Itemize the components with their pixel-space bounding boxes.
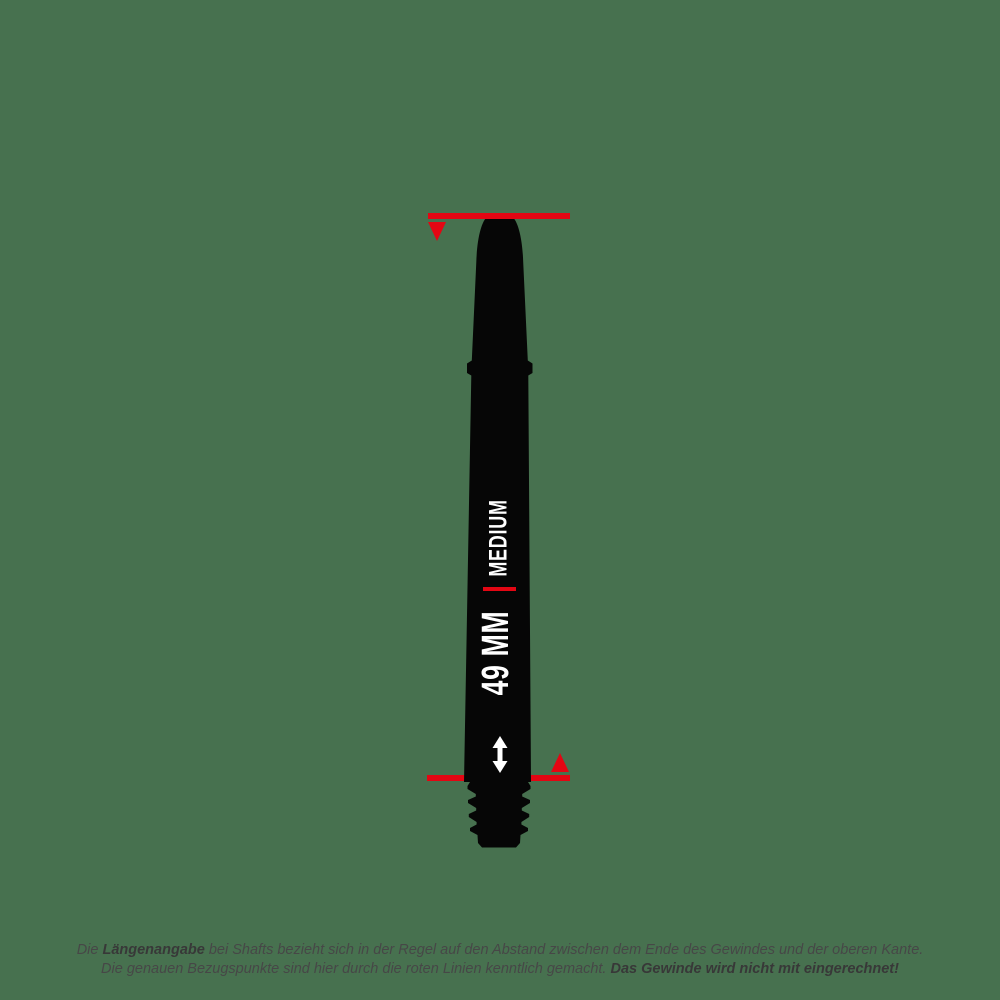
shaft-size-label: MEDIUM [484,499,513,577]
up-triangle-icon [551,753,569,772]
top-measure-line [428,213,570,219]
down-triangle-icon [428,222,446,241]
shaft-thread [468,782,531,848]
caption-line-2: Die genauen Bezugspunkte sind hier durch die roten Linien kenntlich gemacht. Das Gewinde wird nicht mit eingerechnet! [101,961,899,977]
caption-line-1: Die Längenangabe bei Shafts bezieht sich in der Regel auf den Abstand zwischen dem Ende des Gewindes und der oberen Kante. [76,942,924,958]
shaft-length-label: 49 MM [475,610,517,696]
caption [0,941,1000,979]
label-divider-dash [483,587,516,591]
